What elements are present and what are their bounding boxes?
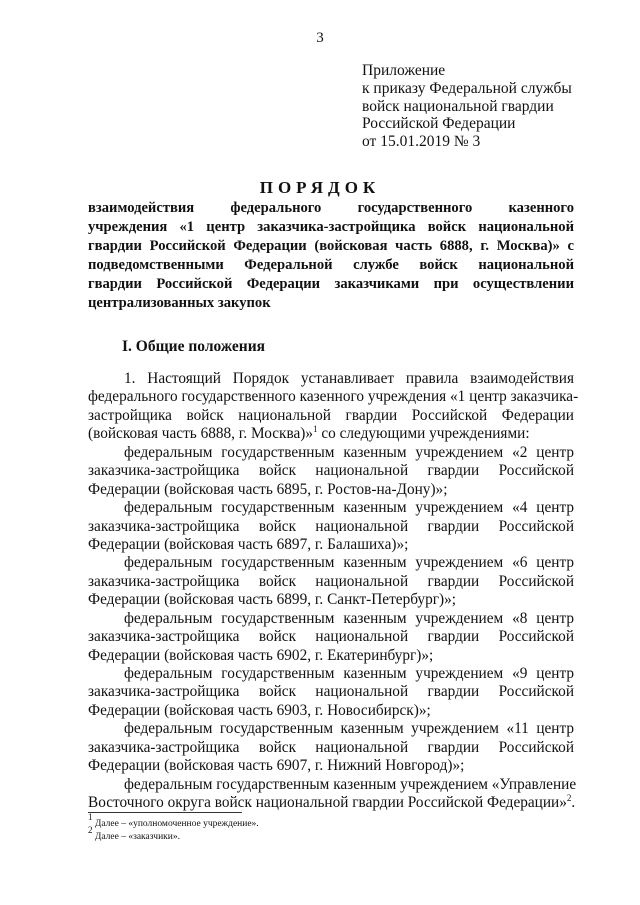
page-number: 3 [316,30,324,46]
footnote-mark: 1 [88,812,93,822]
footnote-1 [88,812,259,830]
subtitle-line: взаимодействия федерального государственного казенного [88,200,574,216]
paragraph-line: федеральным государственным казенным учреждением «2 центр [124,443,574,461]
paragraph [88,554,574,609]
subtitle-line: централизованных закупок [88,295,271,311]
appendix-block [362,62,572,151]
paragraph-line: Восточного округа войск национальной гвардии Российской Федерации»$^2$. [88,793,576,812]
paragraph-line: федерального государственного казенного учреждения «1 центр заказчика- [88,388,579,406]
paragraph-line: заказчика-застройщика войск национальной гвардии Российской [88,628,574,646]
paragraph-line: Федерации (войсковая часть 6897, г. Балашиха)»; [88,535,409,553]
appendix-line: Приложение [362,62,446,79]
document-title: ПОРЯДОК [259,178,381,197]
subtitle-line: подведомственными Федеральной службе войск национальной [88,257,574,273]
paragraph-line: заказчика-застройщика войск национальной гвардии Российской [88,462,574,480]
document-body [88,370,579,813]
paragraph [88,499,574,554]
paragraph-line: Федерации (войсковая часть 6895, г. Ростов-на-Дону)»; [88,480,448,498]
paragraph-line: федеральным государственным казенным учреждением «8 центр [124,609,574,627]
document-subtitle [88,199,574,313]
appendix-line: Российской Федерации [362,115,516,133]
section-heading: I. Общие положения [122,338,266,355]
appendix-line: войск национальной гвардии [362,97,554,115]
footnote-mark: 2 [88,825,93,835]
paragraph-line: заказчика-застройщика войск национальной гвардии Российской [88,572,574,590]
paragraph [88,775,577,813]
paragraph-line: Федерации (войсковая часть 6907, г. Нижний Новгород)»; [88,757,465,775]
paragraph [88,370,579,444]
paragraph-line: федеральным государственным казенным учреждением «4 центр [124,499,574,517]
subtitle-line: гвардии Российской Федерации (войсковая часть 6888, г. Москва)» с [88,238,574,254]
paragraph-line: федеральным государственным казенным учреждением «Управление [124,775,577,793]
paragraph [88,665,574,720]
paragraph-line: Федерации (войсковая часть 6899, г. Санкт-Петербург)»; [88,591,456,609]
paragraph-line: заказчика-застройщика войск национальной гвардии Российской [88,683,574,701]
footnote-reference: 1 [313,424,318,435]
paragraph-line: (войсковая часть 6888, г. Москва)»$^1$ со следующими учреждениями: [88,424,530,443]
footnote-separator [88,812,242,813]
paragraph-line: Федерации (войсковая часть 6902, г. Екатеринбург)»; [88,646,434,664]
paragraph-line: 1. Настоящий Порядок устанавливает правила взаимодействия [124,370,574,387]
paragraph [88,610,574,665]
paragraph [88,720,574,775]
subtitle-line: учреждения «1 центр заказчика-застройщика войск национальной [88,219,574,235]
footnote-reference: 2 [566,793,572,804]
paragraph-line: Федерации (войсковая часть 6903, г. Новосибирск)»; [88,701,431,719]
footnote-text: Далее – «уполномоченное учреждение». [92,819,259,829]
footnote-text: Далее – «заказчики». [92,832,180,842]
paragraph-line: федеральным государственным казенным учреждением «9 центр [124,665,574,682]
subtitle-line: гвардии Российской Федерации заказчиками при осуществлении [88,276,574,292]
appendix-line: к приказу Федеральной службы [362,79,572,97]
paragraph [88,444,574,499]
paragraph-line: федеральным государственным казенным учреждением «6 центр [124,554,574,572]
paragraph-line: федеральным государственным казенным учреждением «11 центр [124,720,574,738]
appendix-line: от 15.01.2019 № 3 [362,133,481,151]
paragraph-line: заказчика-застройщика войск национальной гвардии Российской [88,517,574,535]
footnote-2 [88,825,180,843]
paragraph-line: заказчика-застройщика войск национальной гвардии Российской [88,738,574,756]
paragraph-line: застройщика войск национальной гвардии Российской Федерации [88,406,574,424]
